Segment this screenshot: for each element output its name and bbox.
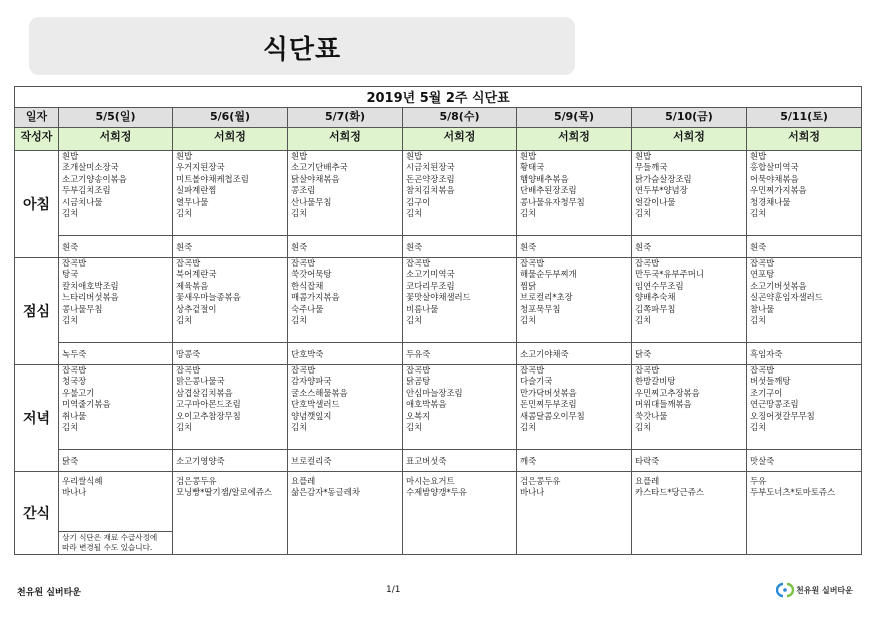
porridge-item: 흰죽 bbox=[62, 241, 79, 252]
menu-item: 소고기양송이볶음 bbox=[62, 173, 127, 184]
menu-item: 우민찌가지볶음 bbox=[750, 185, 807, 196]
menu-item: 김치 bbox=[62, 315, 79, 326]
menu-item: 소고기미역국 bbox=[406, 269, 455, 280]
menu-item: 김치 bbox=[750, 315, 767, 326]
menu-item: 청경채나물 bbox=[750, 196, 791, 207]
menu-item: 제육볶음 bbox=[176, 280, 209, 291]
snack-cell bbox=[59, 472, 173, 532]
porridge-item: 흰죽 bbox=[635, 241, 652, 252]
snack-cell bbox=[747, 472, 862, 532]
menu-item: 청포묵무침 bbox=[520, 303, 561, 314]
menu-item: 안심마늘장조림 bbox=[406, 387, 463, 398]
menu-items bbox=[173, 472, 287, 499]
menu-item: 흰밥 bbox=[62, 151, 79, 161]
menu-item: 김치 bbox=[635, 208, 652, 219]
meal-cell bbox=[632, 258, 747, 343]
menu-item: 잡곡밥 bbox=[176, 365, 201, 375]
menu-items bbox=[632, 365, 746, 433]
menu-items bbox=[517, 151, 631, 219]
menu-item: 콩나물유자청무침 bbox=[520, 196, 585, 207]
menu-item: 잡곡밥 bbox=[520, 365, 545, 375]
porridge-cell bbox=[59, 236, 173, 258]
menu-item: 쑥갓나물 bbox=[635, 410, 668, 421]
menu-item: 두부도너츠*토마토쥬스 bbox=[750, 487, 836, 498]
porridge-item: 녹두죽 bbox=[62, 348, 87, 359]
snack-label: 간식 bbox=[15, 472, 59, 555]
page-title: 식단표 bbox=[262, 35, 342, 65]
menu-item: 흰밥 bbox=[176, 151, 193, 161]
menu-item: 찜닭 bbox=[520, 280, 537, 291]
menu-item: 삼겹살김치볶음 bbox=[176, 387, 233, 398]
menu-item: 임연수무조림 bbox=[635, 280, 684, 291]
meal-cell bbox=[173, 365, 288, 450]
meal-cell bbox=[288, 151, 403, 236]
note-cell bbox=[632, 532, 747, 555]
menu-item: 김치 bbox=[291, 208, 308, 219]
menu-item: 연포탕 bbox=[750, 269, 775, 280]
menu-item: 북어계란국 bbox=[176, 269, 217, 280]
menu-item: 시금치나물 bbox=[62, 196, 103, 207]
menu-items bbox=[403, 472, 516, 499]
author-cell: 서희정 bbox=[288, 128, 403, 151]
menu-item: 흰밥 bbox=[406, 151, 423, 161]
porridge-item: 닭죽 bbox=[62, 455, 79, 466]
footer-logo bbox=[776, 582, 853, 598]
meal-cell bbox=[632, 151, 747, 236]
menu-item: 수제밤양갱*두유 bbox=[406, 487, 467, 498]
menu-item: 카스타드*당근쥬스 bbox=[635, 487, 704, 498]
table-caption: 2019년 5월 2주 식단표 bbox=[15, 87, 862, 108]
menu-item: 김치 bbox=[62, 422, 79, 433]
menu-item: 김치 bbox=[520, 208, 537, 219]
menu-table bbox=[14, 86, 862, 555]
menu-items bbox=[632, 258, 746, 326]
menu-item: 잡곡밥 bbox=[750, 258, 775, 268]
date-cell: 5/11(토) bbox=[747, 108, 862, 128]
porridge-item: 흰죽 bbox=[291, 241, 308, 252]
porridge-item: 흰죽 bbox=[750, 241, 767, 252]
porridge-cell bbox=[173, 343, 288, 365]
menu-item: 검은콩두유 bbox=[176, 476, 217, 486]
snack-cell bbox=[403, 472, 517, 532]
menu-items bbox=[632, 151, 746, 219]
date-header: 일자 bbox=[15, 108, 59, 128]
menu-item: 버섯들깨탕 bbox=[750, 376, 791, 387]
porridge-cell bbox=[288, 450, 403, 472]
menu-item: 김치 bbox=[520, 315, 537, 326]
meal-cell bbox=[517, 151, 632, 236]
menu-item: 잡곡밥 bbox=[635, 258, 660, 268]
notice-text bbox=[59, 532, 172, 552]
meal-cell bbox=[403, 258, 517, 343]
menu-item: 우불고기 bbox=[62, 387, 95, 398]
menu-item: 비름나물 bbox=[406, 303, 439, 314]
note-cell bbox=[173, 532, 288, 555]
menu-item: 돈곤약장조림 bbox=[406, 173, 455, 184]
porridge-cell bbox=[517, 343, 632, 365]
porridge-cell bbox=[59, 450, 173, 472]
menu-items bbox=[747, 472, 861, 499]
menu-item: 홍합살미역국 bbox=[750, 162, 799, 173]
menu-item: 김치 bbox=[291, 422, 308, 433]
notice-line: 따라 변경될 수도 있습니다. bbox=[62, 542, 153, 552]
porridge-cell bbox=[632, 343, 747, 365]
menu-item: 콩조림 bbox=[291, 185, 316, 196]
notice-line: 상기 식단은 재료 수급사정에 bbox=[62, 533, 158, 542]
menu-item: 조기구이 bbox=[750, 387, 783, 398]
menu-item: 우거지된장국 bbox=[176, 162, 225, 173]
menu-items bbox=[403, 365, 516, 433]
menu-item: 두유 bbox=[750, 476, 767, 486]
menu-items bbox=[632, 472, 746, 499]
porridge-cell bbox=[632, 236, 747, 258]
menu-item: 꽃맛살야채샐러드 bbox=[406, 292, 471, 303]
menu-item: 잡곡밥 bbox=[406, 365, 431, 375]
porridge-item: 닭죽 bbox=[635, 348, 652, 359]
menu-item: 미트볼야채케첩조림 bbox=[176, 173, 249, 184]
meal-cell bbox=[747, 258, 862, 343]
meal-cell bbox=[517, 365, 632, 450]
menu-item: 굴소스해물볶음 bbox=[291, 387, 348, 398]
menu-item: 미역줄기볶음 bbox=[62, 399, 111, 410]
snack-cell bbox=[632, 472, 747, 532]
menu-items bbox=[747, 151, 861, 219]
date-cell: 5/5(일) bbox=[59, 108, 173, 128]
menu-items bbox=[517, 472, 631, 499]
note-cell bbox=[288, 532, 403, 555]
porridge-item: 흰죽 bbox=[406, 241, 423, 252]
menu-item: 얼갈이나물 bbox=[635, 196, 676, 207]
menu-item: 햄양배추볶음 bbox=[520, 173, 569, 184]
porridge-cell bbox=[403, 343, 517, 365]
menu-items bbox=[173, 258, 287, 326]
meal-cell bbox=[288, 365, 403, 450]
menu-items bbox=[403, 151, 516, 219]
menu-item: 감자양파국 bbox=[291, 376, 332, 387]
snack-cell bbox=[288, 472, 403, 532]
menu-item: 돈민찌두부조림 bbox=[520, 399, 577, 410]
meal-cell bbox=[632, 365, 747, 450]
menu-items bbox=[59, 151, 172, 219]
menu-item: 바나나 bbox=[520, 487, 545, 498]
note-cell bbox=[517, 532, 632, 555]
porridge-item: 두유죽 bbox=[406, 348, 431, 359]
menu-item: 산나물무침 bbox=[291, 196, 332, 207]
menu-item: 김치 bbox=[635, 315, 652, 326]
porridge-item: 소고기야채죽 bbox=[520, 348, 569, 359]
menu-item: 김치 bbox=[750, 422, 767, 433]
menu-item: 새콤달콤오이무침 bbox=[520, 410, 585, 421]
menu-item: 잡곡밥 bbox=[291, 258, 316, 268]
menu-item: 잡곡밥 bbox=[406, 258, 431, 268]
porridge-cell bbox=[747, 236, 862, 258]
meal-label: 저녁 bbox=[15, 365, 59, 472]
porridge-cell bbox=[632, 450, 747, 472]
note-cell bbox=[403, 532, 517, 555]
menu-item: 만가닥버섯볶음 bbox=[520, 387, 577, 398]
title-banner bbox=[29, 17, 575, 75]
meal-cell bbox=[403, 151, 517, 236]
menu-items bbox=[747, 365, 861, 433]
menu-items bbox=[288, 472, 402, 499]
menu-item: 바나나 bbox=[62, 487, 87, 498]
menu-item: 잡곡밥 bbox=[520, 258, 545, 268]
menu-item: 다슬기국 bbox=[520, 376, 553, 387]
meal-cell bbox=[173, 151, 288, 236]
meal-cell bbox=[403, 365, 517, 450]
menu-items bbox=[59, 365, 172, 433]
menu-item: 요플레 bbox=[635, 476, 660, 486]
menu-item: 우민찌고추장볶음 bbox=[635, 387, 700, 398]
porridge-cell bbox=[747, 450, 862, 472]
menu-item: 상추겉절이 bbox=[176, 303, 217, 314]
menu-item: 잡곡밥 bbox=[176, 258, 201, 268]
author-cell: 서희정 bbox=[173, 128, 288, 151]
menu-item: 김치 bbox=[176, 315, 193, 326]
menu-item: 잡곡밥 bbox=[750, 365, 775, 375]
menu-items bbox=[747, 258, 861, 326]
menu-item: 단호박샐러드 bbox=[291, 399, 340, 410]
meal-cell bbox=[59, 258, 173, 343]
porridge-cell bbox=[403, 450, 517, 472]
menu-item: 브로컬리*초장 bbox=[520, 292, 573, 303]
menu-item: 참나물 bbox=[750, 303, 775, 314]
menu-item: 요플레 bbox=[291, 476, 316, 486]
menu-item: 오이고추참장무침 bbox=[176, 410, 241, 421]
date-cell: 5/8(수) bbox=[403, 108, 517, 128]
meal-cell bbox=[173, 258, 288, 343]
menu-items bbox=[403, 258, 516, 326]
porridge-cell bbox=[403, 236, 517, 258]
menu-item: 김쪽파무침 bbox=[635, 303, 676, 314]
menu-item: 오복지 bbox=[406, 410, 431, 421]
menu-item: 실곤약훈임자샐러드 bbox=[750, 292, 823, 303]
menu-item: 맑은콩나물국 bbox=[176, 376, 225, 387]
menu-item: 한방갈비탕 bbox=[635, 376, 676, 387]
menu-item: 머위대들깨볶음 bbox=[635, 399, 692, 410]
menu-item: 삶은감자*동글레차 bbox=[291, 487, 360, 498]
menu-item: 칼치애호박조림 bbox=[62, 280, 119, 291]
porridge-item: 타락죽 bbox=[635, 455, 660, 466]
porridge-item: 소고기영양죽 bbox=[176, 455, 225, 466]
porridge-item: 흑임자죽 bbox=[750, 348, 783, 359]
menu-items bbox=[288, 365, 402, 433]
menu-item: 만두국*유부주머니 bbox=[635, 269, 704, 280]
menu-item: 김구이 bbox=[406, 196, 431, 207]
author-cell: 서희정 bbox=[59, 128, 173, 151]
menu-item: 고구마아몬드조림 bbox=[176, 399, 241, 410]
menu-items bbox=[288, 151, 402, 219]
porridge-item: 흰죽 bbox=[520, 241, 537, 252]
porridge-cell bbox=[173, 450, 288, 472]
menu-item: 코다리무조림 bbox=[406, 280, 455, 291]
menu-item: 김치 bbox=[406, 315, 423, 326]
porridge-cell bbox=[747, 343, 862, 365]
author-header: 작성자 bbox=[15, 128, 59, 151]
menu-item: 연두부*양념장 bbox=[635, 185, 688, 196]
menu-item: 닭곰탕 bbox=[406, 376, 431, 387]
menu-item: 소고기단배추국 bbox=[291, 162, 348, 173]
menu-item: 잡곡밥 bbox=[291, 365, 316, 375]
menu-item: 애호박볶음 bbox=[406, 399, 447, 410]
menu-item: 흰밥 bbox=[750, 151, 767, 161]
menu-item: 양념깻잎지 bbox=[291, 410, 332, 421]
meal-cell bbox=[747, 365, 862, 450]
date-cell: 5/10(금) bbox=[632, 108, 747, 128]
porridge-item: 흰죽 bbox=[176, 241, 193, 252]
menu-item: 두부김치조림 bbox=[62, 185, 111, 196]
menu-item: 양배추숙채 bbox=[635, 292, 676, 303]
menu-item: 모닝빵*딸기잼/알로에쥬스 bbox=[176, 487, 273, 498]
menu-item: 김치 bbox=[750, 208, 767, 219]
meal-label: 아침 bbox=[15, 151, 59, 258]
snack-cell bbox=[517, 472, 632, 532]
menu-item: 잡곡밥 bbox=[62, 365, 87, 375]
menu-item: 잡곡밥 bbox=[635, 365, 660, 375]
menu-item: 청국장 bbox=[62, 376, 87, 387]
menu-item: 무들깨국 bbox=[635, 162, 668, 173]
menu-item: 우리쌀식혜 bbox=[62, 476, 103, 486]
meal-cell bbox=[288, 258, 403, 343]
menu-item: 조개살미소장국 bbox=[62, 162, 119, 173]
menu-item: 김치 bbox=[62, 208, 79, 219]
menu-item: 마시는요거트 bbox=[406, 476, 455, 486]
porridge-cell bbox=[59, 343, 173, 365]
menu-item: 느타리버섯볶음 bbox=[62, 292, 119, 303]
menu-item: 매콤가지볶음 bbox=[291, 292, 340, 303]
menu-items bbox=[59, 472, 172, 499]
menu-item: 쑥갓어묵탕 bbox=[291, 269, 332, 280]
porridge-item: 단호박죽 bbox=[291, 348, 324, 359]
menu-item: 숙주나물 bbox=[291, 303, 324, 314]
porridge-cell bbox=[288, 236, 403, 258]
menu-item: 한식잡채 bbox=[291, 280, 324, 291]
porridge-cell bbox=[517, 450, 632, 472]
meal-cell bbox=[517, 258, 632, 343]
date-cell: 5/6(월) bbox=[173, 108, 288, 128]
menu-item: 김치 bbox=[176, 422, 193, 433]
porridge-item: 맛살죽 bbox=[750, 455, 775, 466]
author-cell: 서희정 bbox=[747, 128, 862, 151]
menu-items bbox=[288, 258, 402, 326]
menu-item: 닭가슴살장조림 bbox=[635, 173, 692, 184]
date-cell: 5/7(화) bbox=[288, 108, 403, 128]
menu-item: 소고기버섯볶음 bbox=[750, 280, 807, 291]
menu-items bbox=[517, 365, 631, 433]
menu-item: 김치 bbox=[291, 315, 308, 326]
note-cell bbox=[59, 532, 173, 555]
meal-cell bbox=[59, 365, 173, 450]
logo-text: 천유원 실버타운 bbox=[796, 585, 853, 595]
menu-item: 김치 bbox=[406, 208, 423, 219]
menu-item: 김치 bbox=[406, 422, 423, 433]
menu-item: 흰밥 bbox=[635, 151, 652, 161]
menu-item: 단배추된장조림 bbox=[520, 185, 577, 196]
menu-item: 흰밥 bbox=[520, 151, 537, 161]
page-number: 1/1 bbox=[386, 585, 401, 595]
menu-item: 꽃새우마늘종볶음 bbox=[176, 292, 241, 303]
menu-item: 참치김치볶음 bbox=[406, 185, 455, 196]
menu-item: 김치 bbox=[520, 422, 537, 433]
porridge-cell bbox=[517, 236, 632, 258]
porridge-item: 브로컬리죽 bbox=[291, 455, 332, 466]
menu-items bbox=[517, 258, 631, 326]
menu-item: 잡곡밥 bbox=[62, 258, 87, 268]
meal-label: 점심 bbox=[15, 258, 59, 365]
porridge-item: 표고버섯죽 bbox=[406, 455, 447, 466]
menu-item: 해물순두부찌개 bbox=[520, 269, 577, 280]
porridge-item: 깨죽 bbox=[520, 455, 537, 466]
footer-org-name: 천유원 실버타운 bbox=[17, 588, 81, 598]
menu-item: 황태국 bbox=[520, 162, 545, 173]
menu-items bbox=[173, 365, 287, 433]
logo-mark-icon bbox=[776, 582, 794, 598]
menu-item: 시금치된장국 bbox=[406, 162, 455, 173]
menu-item: 탕국 bbox=[62, 269, 79, 280]
porridge-cell bbox=[288, 343, 403, 365]
porridge-cell bbox=[173, 236, 288, 258]
menu-item: 연근땅콩조림 bbox=[750, 399, 799, 410]
date-cell: 5/9(목) bbox=[517, 108, 632, 128]
menu-item: 흰밥 bbox=[291, 151, 308, 161]
meal-cell bbox=[747, 151, 862, 236]
author-cell: 서희정 bbox=[632, 128, 747, 151]
author-cell: 서희정 bbox=[403, 128, 517, 151]
menu-item: 김치 bbox=[635, 422, 652, 433]
note-cell bbox=[747, 532, 862, 555]
menu-item: 콩나물무침 bbox=[62, 303, 103, 314]
porridge-item: 땅콩죽 bbox=[176, 348, 201, 359]
snack-cell bbox=[173, 472, 288, 532]
menu-item: 오징어젓갈무무침 bbox=[750, 410, 815, 421]
menu-items bbox=[59, 258, 172, 326]
menu-item: 김치 bbox=[176, 208, 193, 219]
meal-cell bbox=[59, 151, 173, 236]
menu-item: 열무나물 bbox=[176, 196, 209, 207]
menu-item: 취나물 bbox=[62, 410, 87, 421]
menu-item: 닭살야채볶음 bbox=[291, 173, 340, 184]
menu-item: 검은콩두유 bbox=[520, 476, 561, 486]
menu-items bbox=[173, 151, 287, 219]
menu-item: 어묵야채볶음 bbox=[750, 173, 799, 184]
author-cell: 서희정 bbox=[517, 128, 632, 151]
menu-item: 실파계란찜 bbox=[176, 185, 217, 196]
